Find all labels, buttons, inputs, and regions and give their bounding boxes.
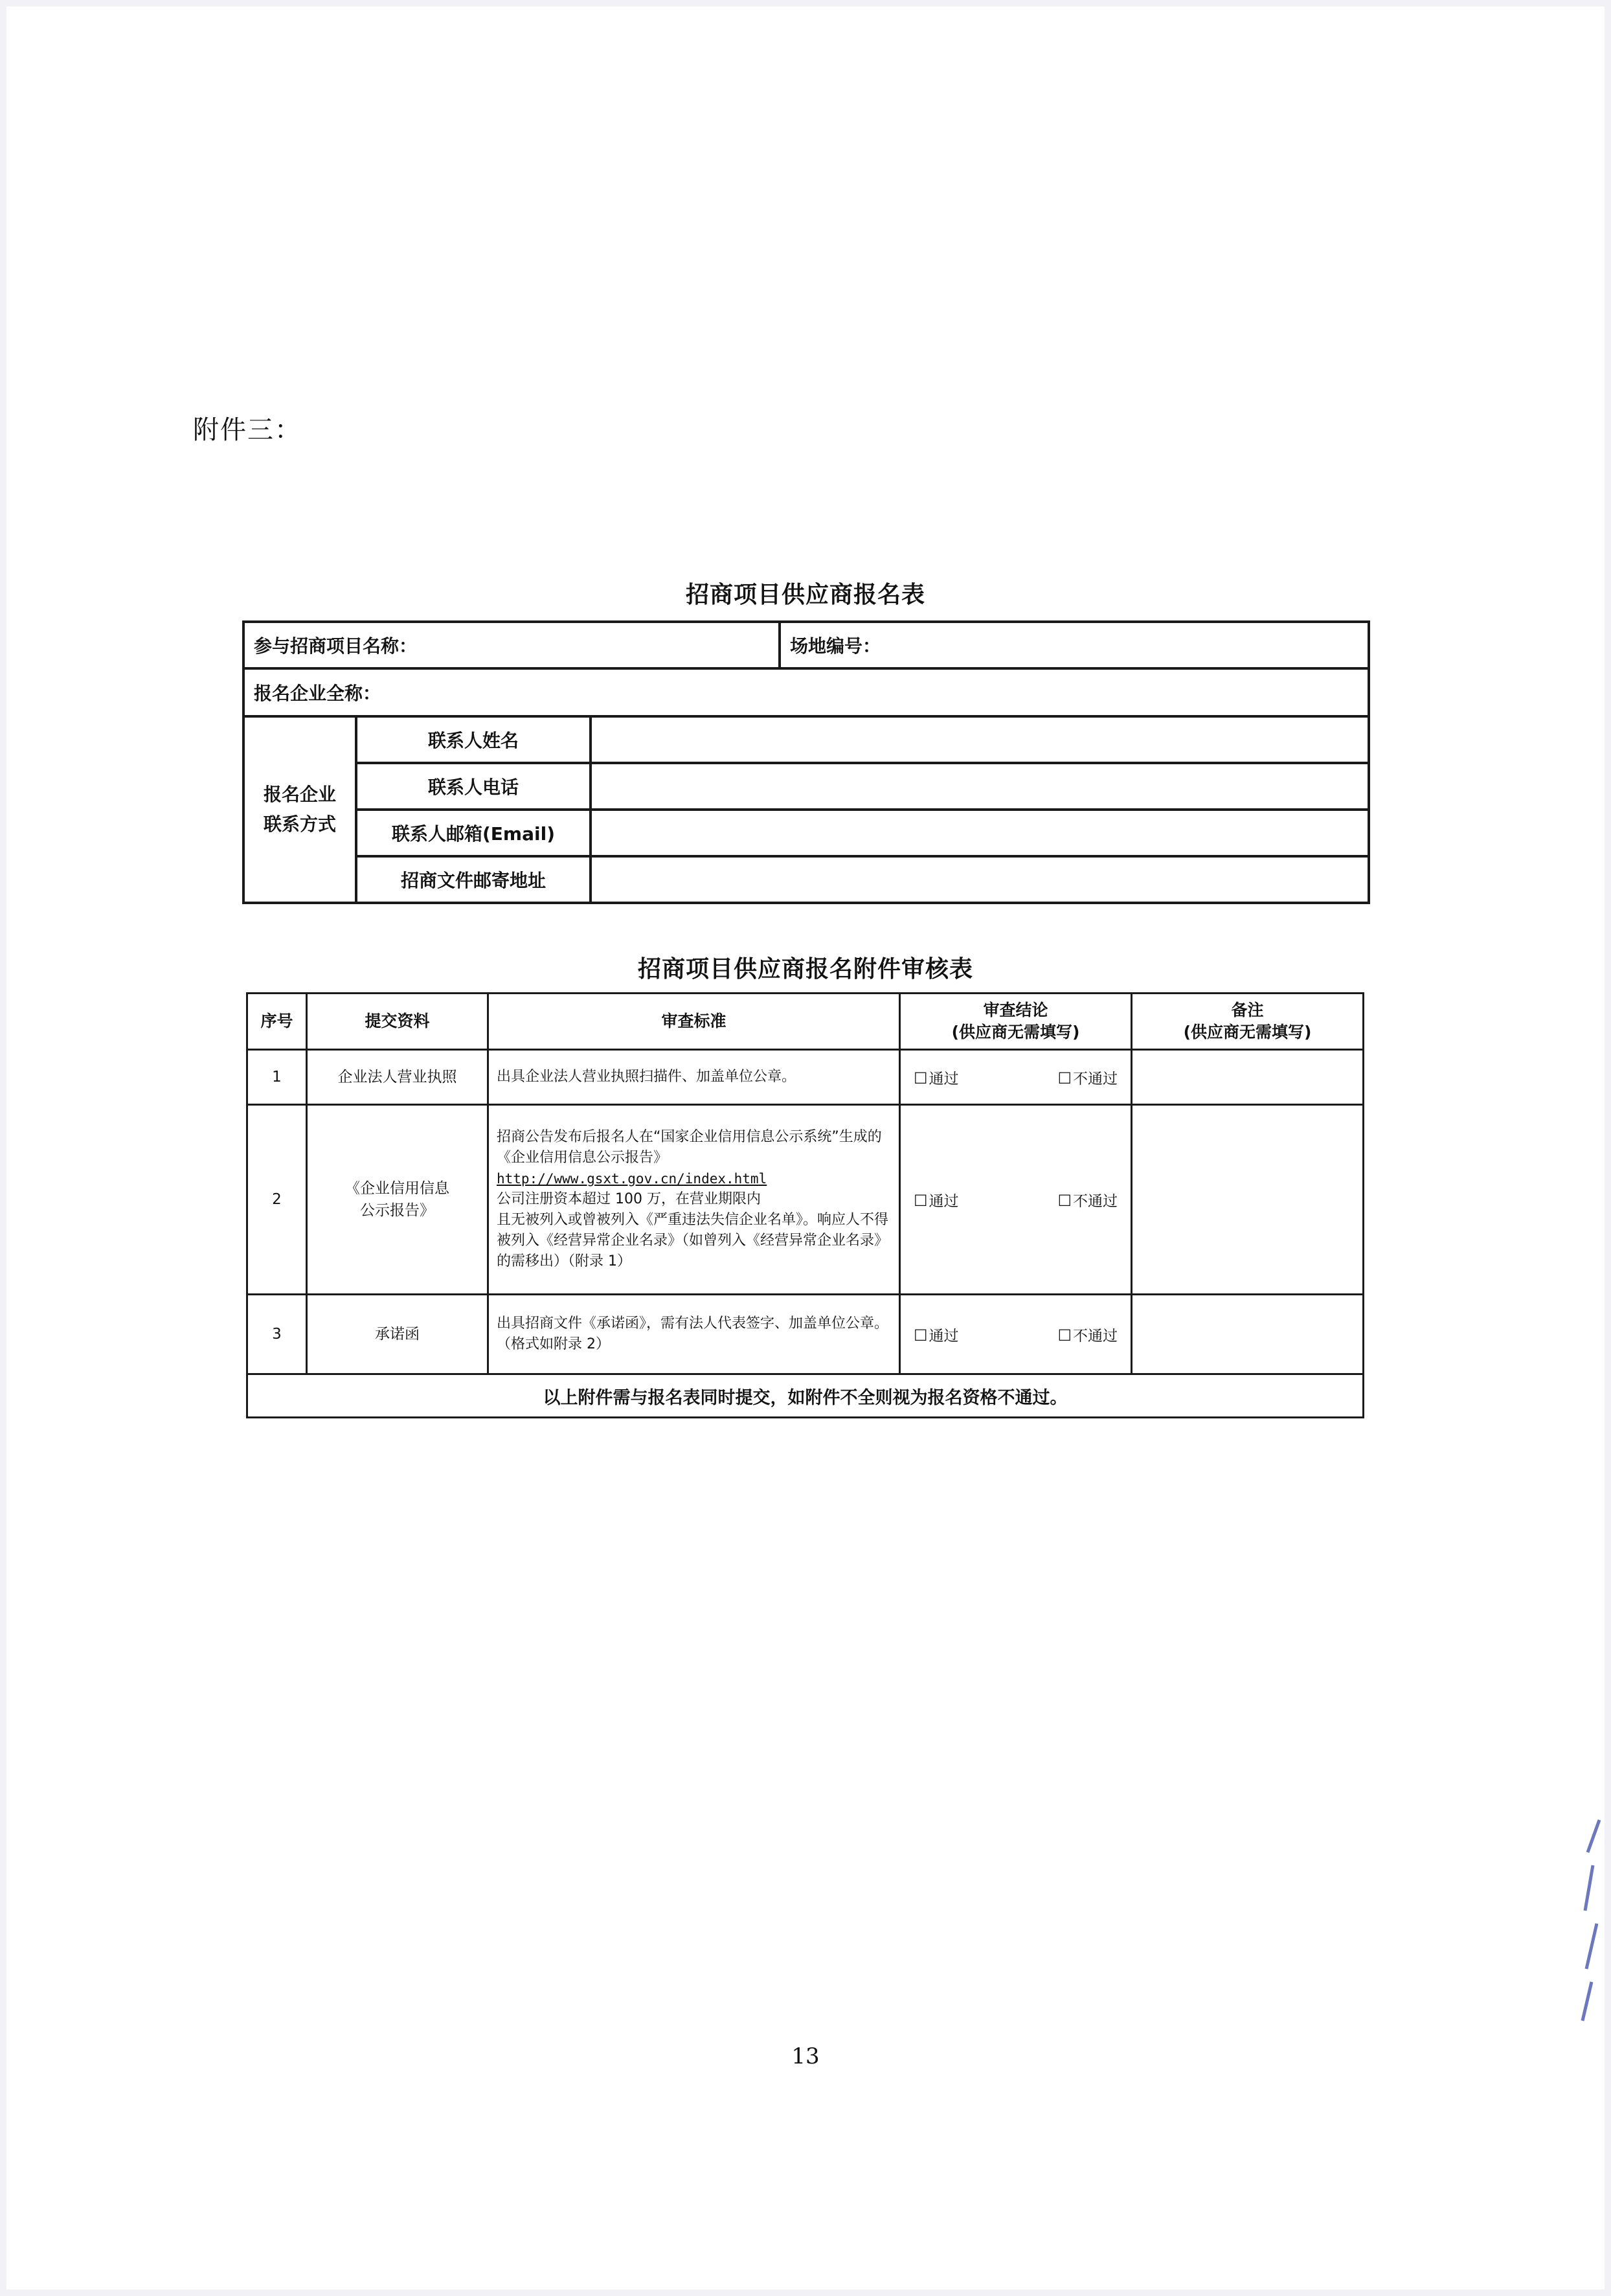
review-form-title: 招商项目供应商报名附件审核表 <box>637 956 973 983</box>
row-document: 企业法人营业执照 <box>307 1050 488 1105</box>
row-index: 3 <box>247 1295 307 1374</box>
row-conclusion <box>900 1105 1132 1295</box>
table-row <box>247 1105 1364 1295</box>
checkbox-icon: ☐ <box>914 1069 928 1087</box>
company-name-label: 报名企业全称： <box>254 683 381 704</box>
mailing-address-label: 招商文件邮寄地址 <box>356 856 591 903</box>
header-index: 序号 <box>247 994 307 1050</box>
fail-checkbox[interactable]: ☐不通过 <box>1057 1069 1118 1087</box>
checkbox-icon: ☐ <box>914 1326 928 1345</box>
header-conclusion: 审查结论 (供应商无需填写) <box>900 994 1132 1050</box>
checkbox-icon: ☐ <box>914 1191 928 1210</box>
contact-group-label: 报名企业 联系方式 <box>243 716 356 903</box>
header-standard: 审查标准 <box>488 994 900 1050</box>
row-remark[interactable] <box>1132 1295 1364 1374</box>
header-document: 提交资料 <box>307 994 488 1050</box>
pass-checkbox[interactable]: ☐通过 <box>914 1191 959 1210</box>
review-table <box>246 992 1364 1418</box>
contact-name-field[interactable] <box>591 716 1369 763</box>
project-name-label: 参与招商项目名称： <box>254 635 418 657</box>
mailing-address-field[interactable] <box>591 856 1369 903</box>
company-name-cell[interactable] <box>243 668 1369 716</box>
project-row <box>243 622 1369 668</box>
header-remark: 备注 (供应商无需填写) <box>1132 994 1364 1050</box>
contact-row <box>243 716 1369 763</box>
contact-phone-label: 联系人电话 <box>356 763 591 810</box>
registration-table <box>242 620 1370 904</box>
checkbox-icon: ☐ <box>1057 1326 1072 1345</box>
contact-row <box>243 856 1369 903</box>
page-number: 13 <box>791 2043 820 2069</box>
row-index: 2 <box>247 1105 307 1295</box>
contact-row <box>243 763 1369 810</box>
review-footer-note: 以上附件需与报名表同时提交，如附件不全则视为报名资格不通过。 <box>247 1374 1364 1418</box>
checkbox-icon: ☐ <box>1057 1069 1072 1087</box>
table-row <box>247 1295 1364 1374</box>
contact-row <box>243 810 1369 856</box>
row-document: 《企业信用信息 公示报告》 <box>307 1105 488 1295</box>
checkbox-icon: ☐ <box>1057 1191 1072 1210</box>
registration-form-title: 招商项目供应商报名表 <box>685 582 925 608</box>
pass-checkbox[interactable]: ☐通过 <box>914 1326 959 1345</box>
edge-stamp-mark <box>1573 1813 1606 2027</box>
row-conclusion <box>900 1050 1132 1105</box>
contact-email-field[interactable] <box>591 810 1369 856</box>
row-standard: 出具招商文件《承诺函》，需有法人代表签字、加盖单位公章。（格式如附录 2） <box>488 1295 900 1374</box>
annex-label: 附件三： <box>193 415 302 445</box>
row-document: 承诺函 <box>307 1295 488 1374</box>
fail-checkbox[interactable]: ☐不通过 <box>1057 1326 1118 1345</box>
row-standard: 出具企业法人营业执照扫描件、加盖单位公章。 <box>488 1050 900 1105</box>
row-index: 1 <box>247 1050 307 1105</box>
review-footer-row <box>247 1374 1364 1418</box>
project-name-cell[interactable] <box>243 622 780 668</box>
contact-name-label: 联系人姓名 <box>356 716 591 763</box>
company-name-row <box>243 668 1369 716</box>
contact-email-label: 联系人邮箱(Email) <box>356 810 591 856</box>
row-standard: 招商公告发布后报名人在“国家企业信用信息公示系统”生成的《企业信用信息公示报告》 http://www.gsxt.gov.cn/index.html 公司注册资本超过 100 万，在营业期限内 且无被列入或曾被列入《严重违法失信企业名单》。响应人不得被列入《经营异常企业名录》（如曾列入《经营异常企业名录》的需移出）（附录 1） <box>488 1105 900 1295</box>
site-number-cell[interactable] <box>780 622 1369 668</box>
fail-checkbox[interactable]: ☐不通过 <box>1057 1191 1118 1210</box>
review-header-row <box>247 994 1364 1050</box>
gsxt-link[interactable]: http://www.gsxt.gov.cn/index.html <box>497 1171 767 1187</box>
pass-checkbox[interactable]: ☐通过 <box>914 1069 959 1087</box>
site-number-label: 场地编号： <box>790 635 881 657</box>
row-remark[interactable] <box>1132 1050 1364 1105</box>
table-row <box>247 1050 1364 1105</box>
contact-phone-field[interactable] <box>591 763 1369 810</box>
row-conclusion <box>900 1295 1132 1374</box>
row-remark[interactable] <box>1132 1105 1364 1295</box>
